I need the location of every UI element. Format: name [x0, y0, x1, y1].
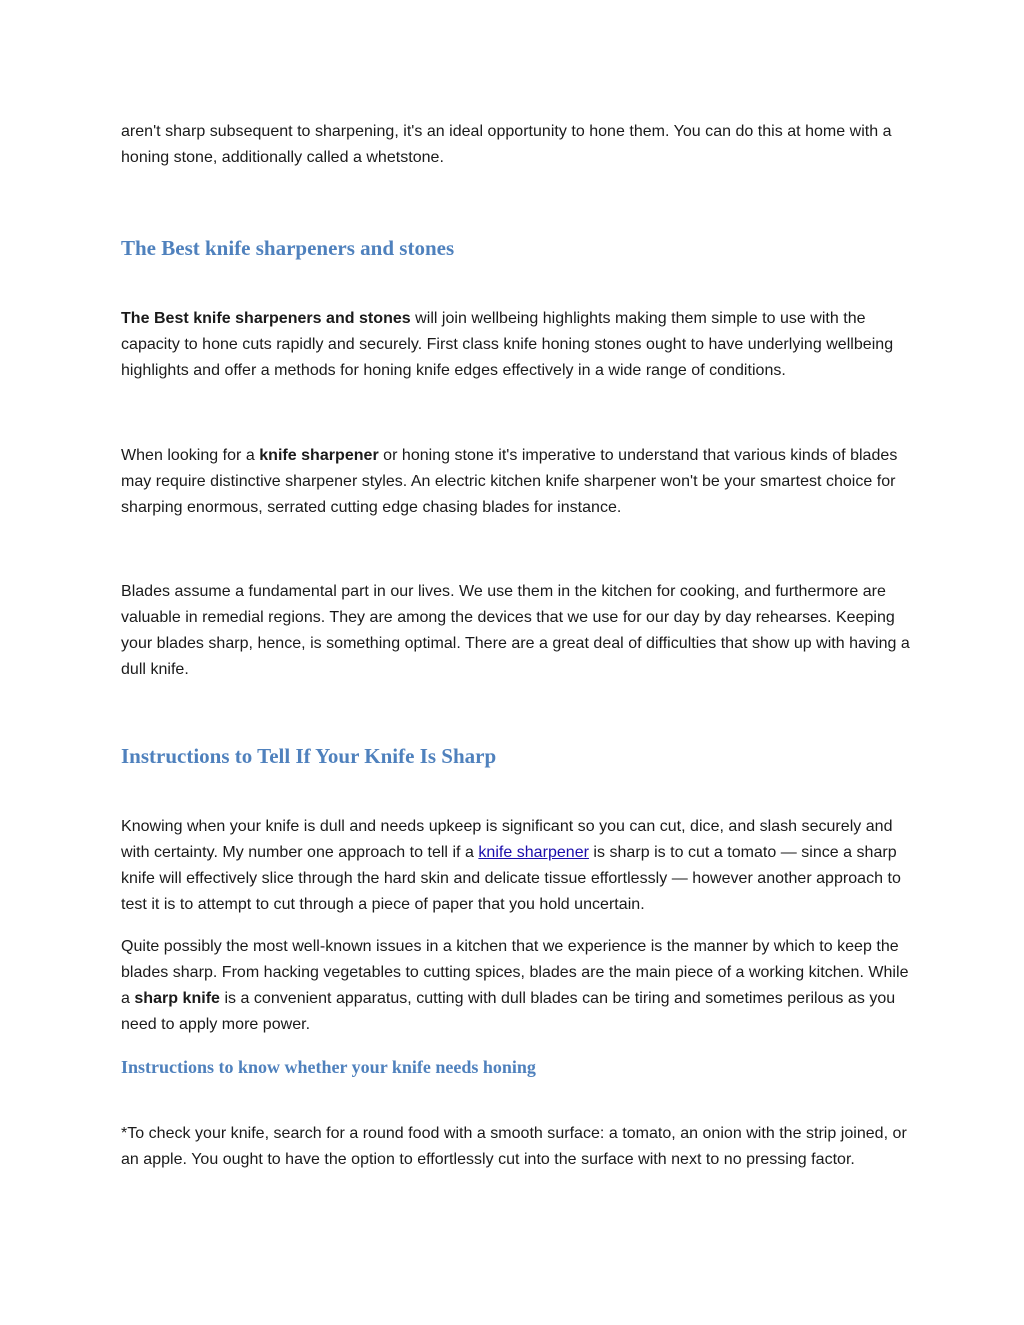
paragraph-intro-text: aren't sharp subsequent to sharpening, it's an ideal opportunity to hone them. You can do this at home with a honing stone, additionally called a whetstone. — [121, 123, 892, 166]
heading-best-sharpeners: The Best knife sharpeners and stones — [121, 236, 455, 260]
bold-phrase: The Best knife sharpeners and stones — [121, 310, 411, 327]
bold-phrase: knife sharpener — [259, 447, 379, 464]
paragraph-knowing-when-dull — [121, 814, 911, 918]
bold-phrase: sharp knife — [134, 990, 220, 1007]
paragraph-looking-for-sharpener — [121, 443, 911, 521]
paragraph-kitchen-issues — [121, 934, 911, 1038]
paragraph-text: is a convenient apparatus, cutting with dull blades can be tiring and sometimes perilous as you need to apply more power. — [121, 990, 896, 1033]
paragraph-text: When looking for a — [121, 447, 260, 464]
paragraph-intro — [121, 119, 911, 171]
paragraph-text: will join wellbeing highlights making them simple to use with the capacity to hone cuts rapidly and securely. First class knife honing stones ought to have underlying wellbeing highlights and offer a methods for honing knife edges effectively in a wide range of conditions. — [121, 310, 894, 379]
heading-needs-honing: Instructions to know whether your knife needs honing — [121, 1057, 536, 1077]
knife-sharpener-link[interactable]: knife sharpener — [478, 844, 589, 861]
paragraph-text: Knowing when your knife is dull and needs upkeep is significant so you can cut, dice, and slash securely and with certainty. My number one approach to tell if a — [121, 818, 893, 861]
paragraph-best-sharpeners — [121, 306, 911, 384]
heading-tell-if-sharp: Instructions to Tell If Your Knife Is Sharp — [121, 744, 497, 768]
paragraph-text: *To check your knife, search for a round food with a smooth surface: a tomato, an onion with the strip joined, or an apple. You ought to have the option to effortlessly cut into the surface with next to no pressing factor. — [121, 1125, 907, 1168]
paragraph-text: or honing stone it's imperative to understand that various kinds of blades may require distinctive sharpener styles. An electric kitchen knife sharpener won't be your smartest choice for sharping enormous, serrated cutting edge chasing blades for instance. — [121, 447, 898, 516]
paragraph-check-knife — [121, 1121, 911, 1173]
paragraph-text: Quite possibly the most well-known issues in a kitchen that we experience is the manner by which to keep the blades sharp. From hacking vegetables to cutting spices, blades are the main piece of a working kitchen. While a — [121, 938, 909, 1007]
paragraph-text: Blades assume a fundamental part in our lives. We use them in the kitchen for cooking, and furthermore are valuable in remedial regions. They are among the devices that we use for our day by day rehearses. Keeping your blades sharp, hence, is something optimal. There are a great deal of difficulties that show up with having a dull knife. — [121, 583, 910, 678]
paragraph-text: is sharp is to cut a tomato — since a sharp knife will effectively slice through the hard skin and delicate tissue effortlessly — however another approach to test it is to attempt to cut through a piece of paper that you hold uncertain. — [121, 844, 901, 913]
paragraph-blades-role — [121, 579, 911, 683]
